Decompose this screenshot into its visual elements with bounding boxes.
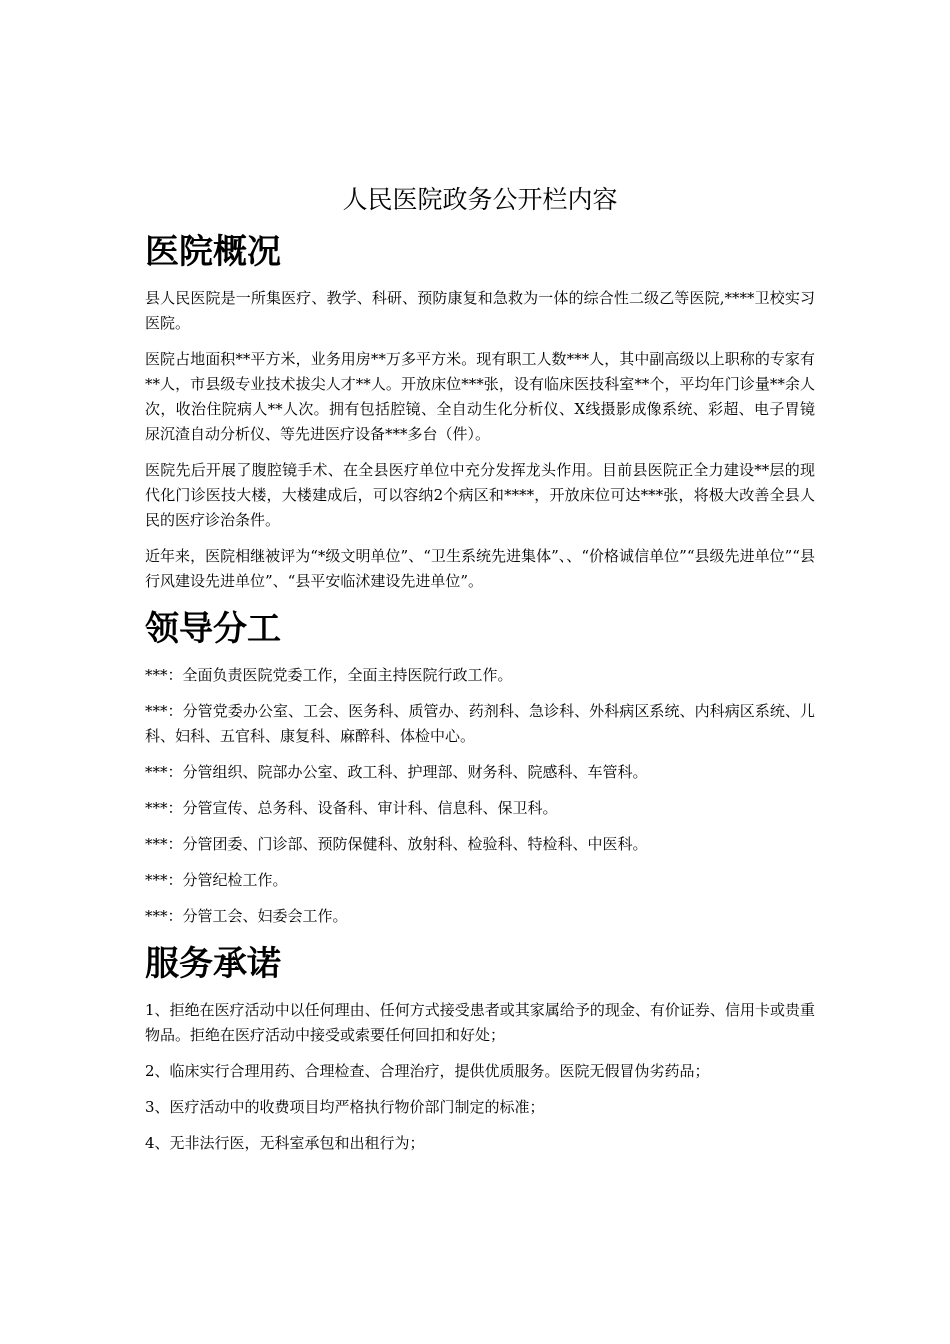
leadership-item: ***：分管宣传、总务科、设备科、审计科、信息科、保卫科。	[145, 799, 558, 817]
section-commitment	[145, 940, 815, 1156]
overview-paragraph: 医院先后开展了腹腔镜手术、在全县医疗单位中充分发挥龙头作用。目前县医院正全力建设**层的现代化门诊医技大楼，大楼建成后，可以容纳2个病区和****，开放床位可达***张，将极大改善全县人民的医疗诊治条件。	[145, 461, 815, 529]
document-page	[145, 180, 815, 1167]
commitment-item: 2、临床实行合理用药、合理检查、合理治疗，提供优质服务。医院无假冒伪劣药品；	[145, 1062, 710, 1080]
section-heading-commitment: 服务承诺	[145, 944, 281, 984]
document-title: 人民医院政务公开栏内容	[342, 185, 618, 214]
overview-paragraph: 近年来，医院相继被评为“*级文明单位”、“卫生系统先进集体”、、“价格诚信单位”“县级先进单位”“县行风建设先进单位”、“县平安临沭建设先进单位”。	[145, 547, 815, 590]
leadership-item: ***：分管纪检工作。	[145, 871, 288, 889]
overview-paragraph: 县人民医院是一所集医疗、教学、科研、预防康复和急救为一体的综合性二级乙等医院,****卫校实习医院。	[145, 289, 815, 332]
leadership-item: ***：全面负责医院党委工作，全面主持医院行政工作。	[145, 666, 513, 684]
section-overview	[145, 228, 815, 594]
commitment-item: 1、拒绝在医疗活动中以任何理由、任何方式接受患者或其家属给予的现金、有价证券、信用卡或贵重物品。拒绝在医疗活动中接受或索要任何回扣和好处；	[145, 1001, 815, 1044]
leadership-item: ***：分管团委、门诊部、预防保健科、放射科、检验科、特检科、中医科。	[145, 835, 648, 853]
section-leadership	[145, 605, 815, 929]
section-heading-leadership: 领导分工	[145, 609, 281, 649]
commitment-item: 3、医疗活动中的收费项目均严格执行物价部门制定的标准；	[145, 1098, 545, 1116]
commitment-item: 4、无非法行医，无科室承包和出租行为；	[145, 1134, 425, 1152]
leadership-item: ***：分管党委办公室、工会、医务科、质管办、药剂科、急诊科、外科病区系统、内科病区系统、儿科、妇科、五官科、康复科、麻醉科、体检中心。	[145, 702, 815, 745]
leadership-item: ***：分管组织、院部办公室、政工科、护理部、财务科、院感科、车管科。	[145, 763, 648, 781]
section-heading-overview: 医院概况	[145, 232, 281, 272]
overview-paragraph: 医院占地面积**平方米，业务用房**万多平方米。现有职工人数***人，其中副高级以上职称的专家有**人，市县级专业技术拔尖人才**人。开放床位***张，设有临床医技科室**个，平均年门诊量**余人次，收治住院病人**人次。拥有包括腔镜、全自动生化分析仪、X线摄影成像系统、彩超、电子胃镜尿沉渣自动分析仪、等先进医疗设备***多台（件）。	[145, 350, 815, 443]
leadership-item: ***：分管工会、妇委会工作。	[145, 907, 348, 925]
